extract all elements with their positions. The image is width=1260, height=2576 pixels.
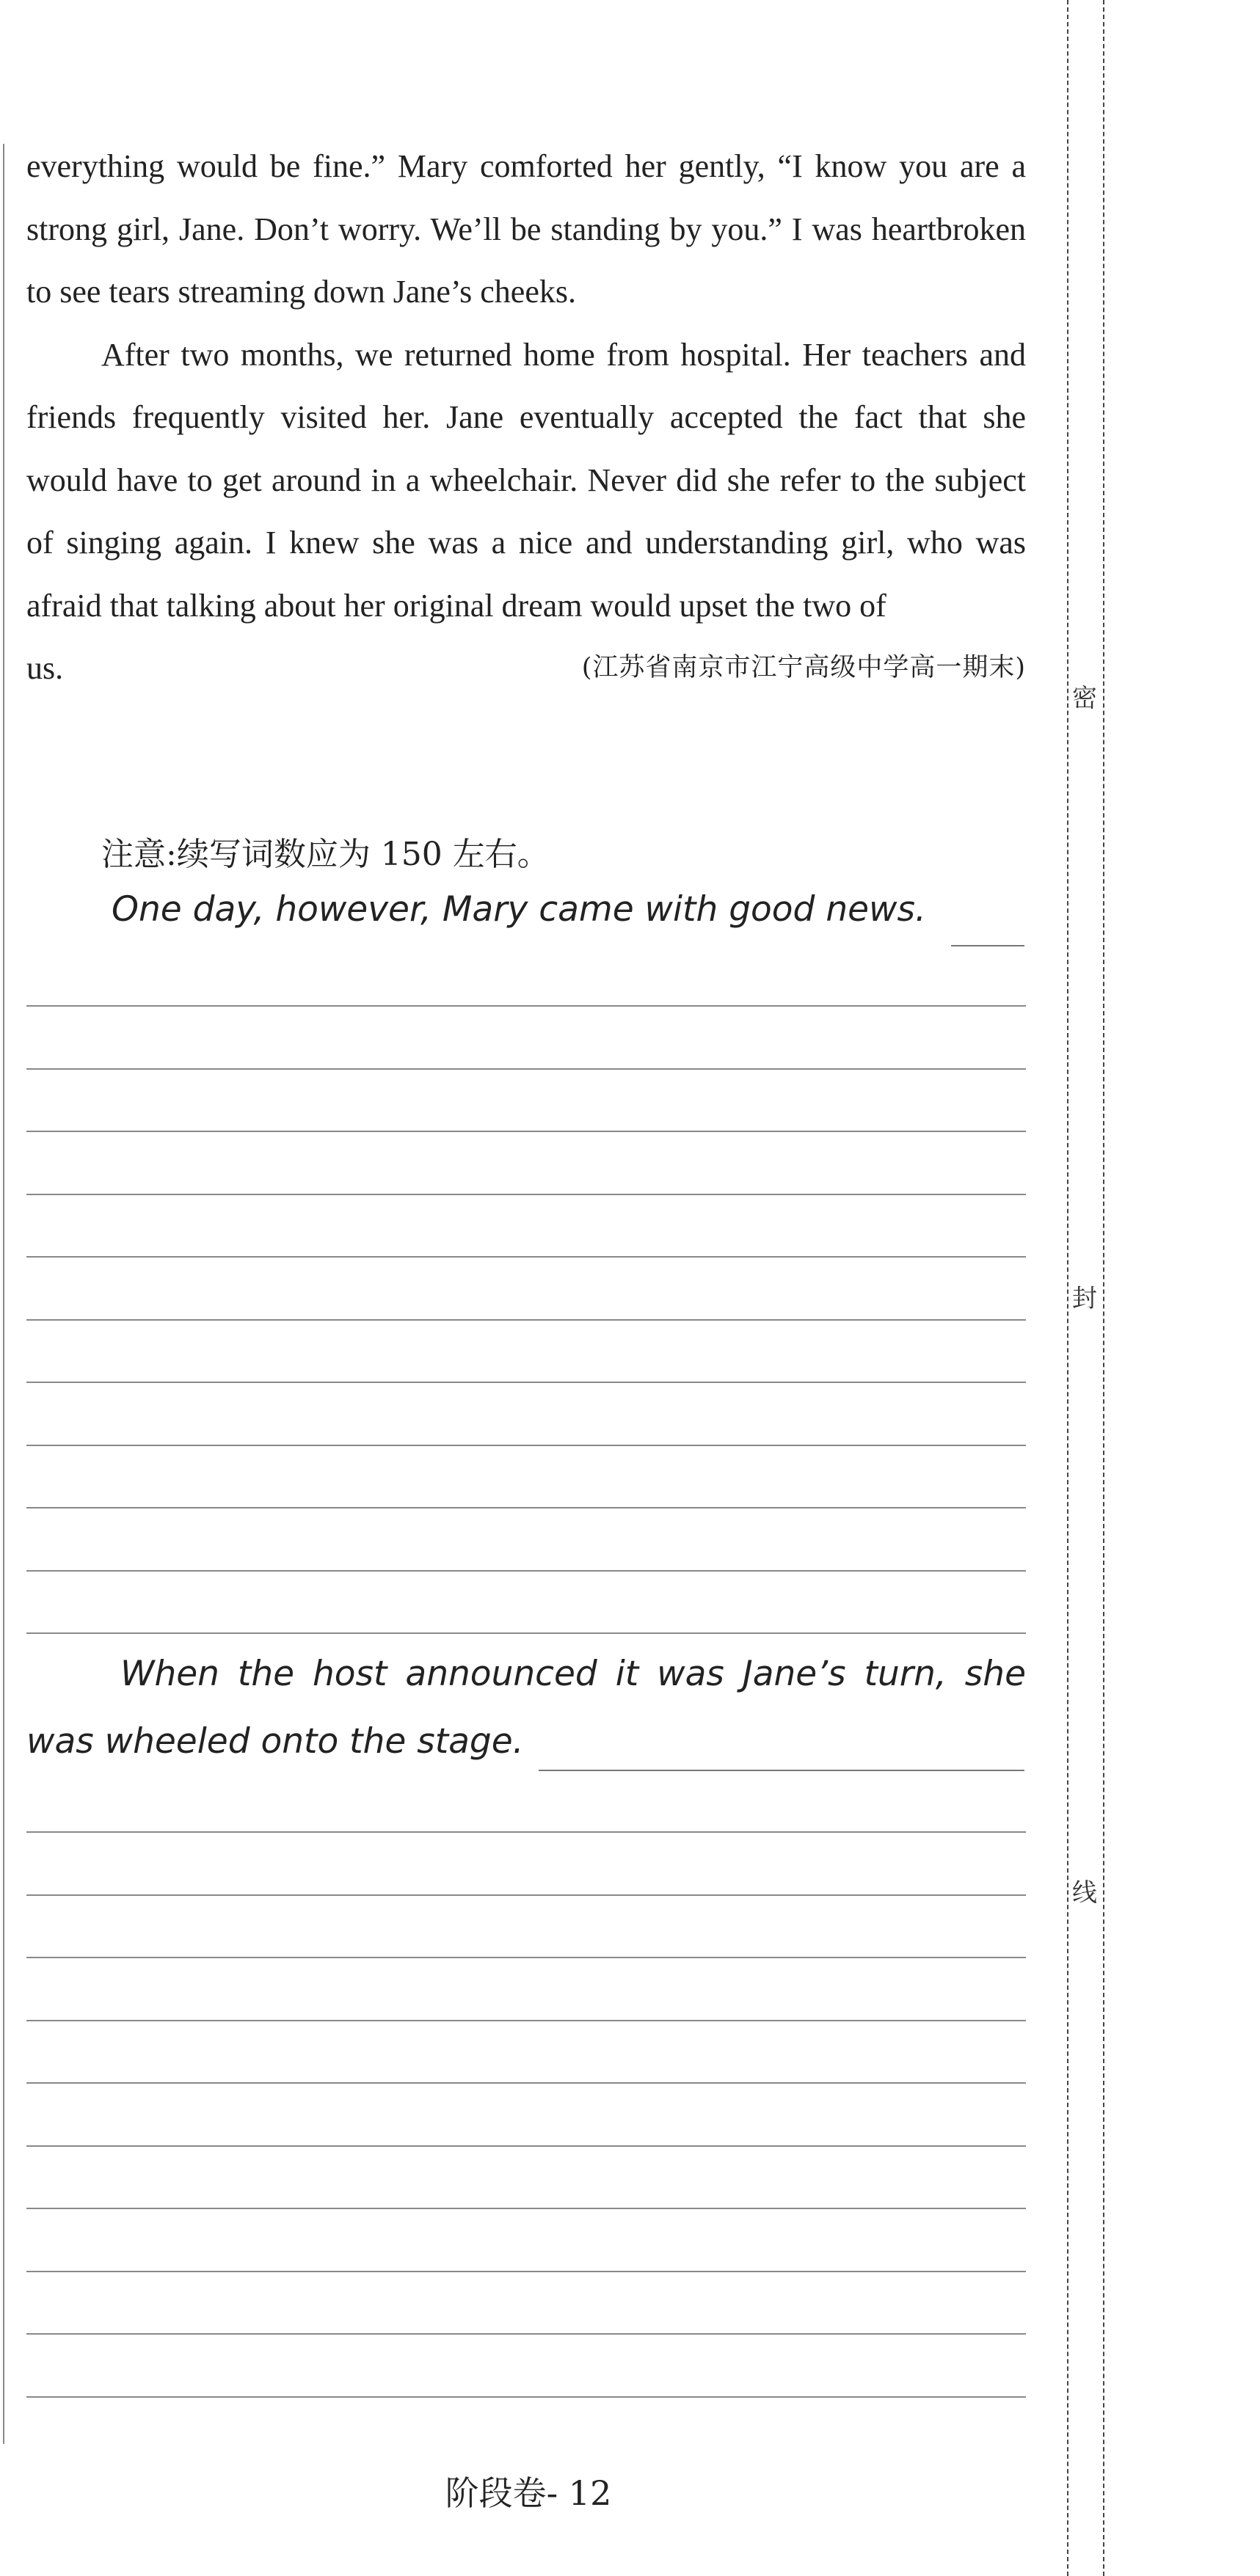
writing-line [26,2333,1026,2335]
story-text [26,135,1026,700]
writing-line [26,2145,1026,2147]
story-paragraph-1: everything would be fine.” Mary comforted her gently, “I know you are a strong girl, Jane. Don’t worry. We’ll be standing by you.” I was heartbroken to see tears streaming down Jane’s cheeks. [26,148,1026,310]
prompt-2-blank[interactable] [539,1770,1024,1771]
writing-line [26,1068,1026,1070]
story-paragraph-2: After two months, we returned home from hospital. Her teachers and friends frequently visited her. Jane eventually accepted the fact that she would have to get around in a wheelchair. Never did she refer to the subject of singing again. I knew she was a nice and understanding girl, who was afraid that talking about her original dream would upset the two of [26,336,1026,624]
word-count-note: 注意:续写词数应为 150 左右。 [101,836,550,873]
left-margin-rule [3,144,4,2444]
writing-area-1[interactable] [26,1005,1026,1696]
story-paragraph-2-end: us. [26,650,64,686]
prompt-1-blank[interactable] [951,945,1024,946]
writing-line [26,2020,1026,2021]
writing-line [26,1256,1026,1258]
source-citation: (江苏省南京市江宁高级中学高一期末) [581,653,1026,682]
writing-line [26,1957,1026,1958]
continuation-prompt-2-line-1: When the host announced it was Jane’s turn, she [120,1654,1026,1694]
continuation-prompt-1: One day, however, Mary came with good news. [112,889,926,930]
writing-line [26,1831,1026,1833]
writing-area-2[interactable] [26,1831,1026,2459]
writing-line [26,1445,1026,1446]
writing-line [26,2208,1026,2209]
writing-line [26,1507,1026,1508]
page-footer: 阶段卷- 12 [445,2473,612,2513]
writing-line [26,2271,1026,2272]
writing-line [26,1194,1026,1195]
writing-line [26,1319,1026,1321]
writing-line [26,2396,1026,2398]
writing-line [26,1894,1026,1896]
writing-line [26,2082,1026,2084]
writing-line [26,1382,1026,1383]
binding-mark-line: 线 [1071,1872,1098,1908]
writing-line [26,1632,1026,1634]
continuation-prompt-2-line-2: was wheeled onto the stage. [26,1721,524,1762]
binding-mark-envelope: 封 [1071,1278,1098,1314]
story-last-line [26,637,1026,700]
binding-mark-seal: 密 [1071,678,1098,714]
writing-line [26,1005,1026,1007]
writing-line [26,1570,1026,1572]
writing-line [26,1131,1026,1132]
